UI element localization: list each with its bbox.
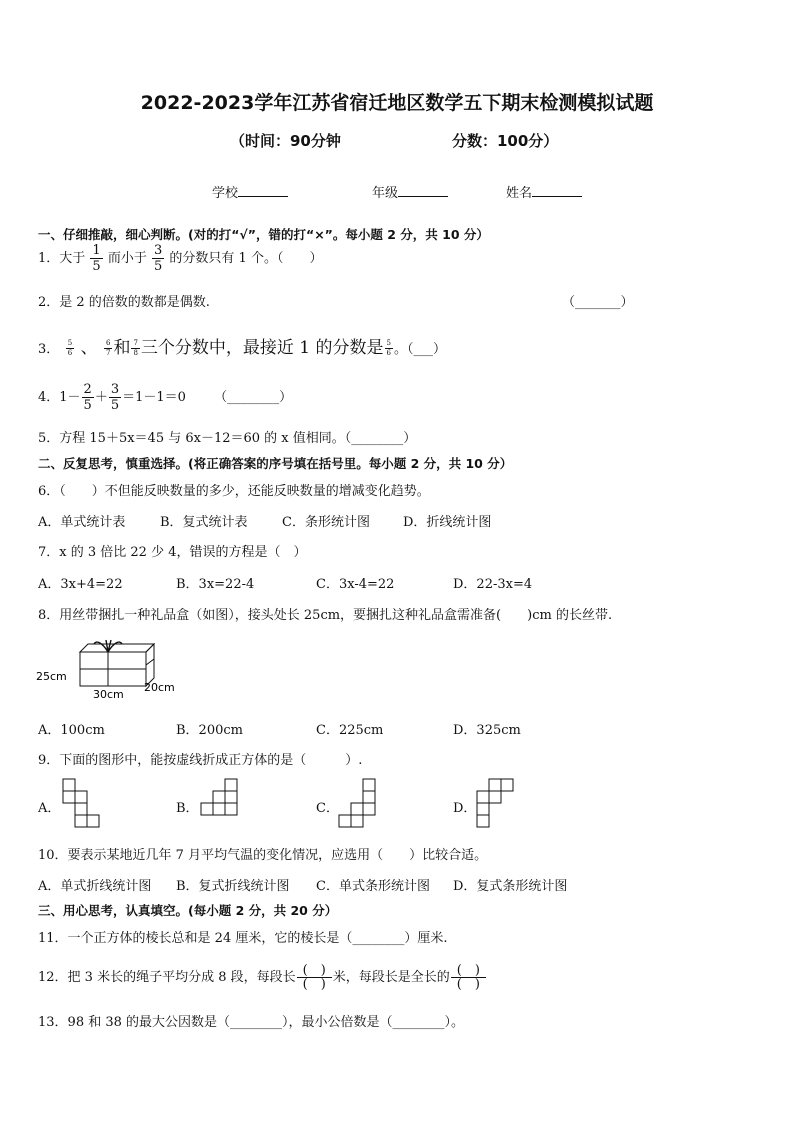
option-a[interactable]: A．100cm <box>38 723 105 738</box>
option-d[interactable]: D．325cm <box>453 723 521 738</box>
name-field: 姓名 <box>506 182 582 201</box>
option-a[interactable]: A．3x+4=22 <box>38 577 123 592</box>
question-3: 3． $\frac{5}{6}$ 、 $\frac{6}{7}$ 和 $\frac{7}{8}$ 三个分数中，最接近 1 的分数是 $\frac{5}{6}$ 。（___） <box>38 338 447 358</box>
option-a[interactable]: A．单式折线统计图 <box>38 879 152 894</box>
label-height: 25cm <box>36 670 67 683</box>
question-5: 5．方程 15＋5x＝45 与 6x－12＝60 的 x 值相同。（________） <box>38 431 417 446</box>
label-length: 30cm <box>93 688 124 701</box>
question-4: 4．1－ $\frac{2}{5}$ ＋ $\frac{3}{5}$ ＝1－1＝0 （________） <box>38 382 293 413</box>
answer-blank[interactable]: （________） <box>214 390 293 405</box>
fraction: $\frac{3}{5}$ <box>154 243 163 274</box>
question-13: 13．98 和 38 的最大公因数是（________），最小公倍数是（________）。 <box>38 1015 465 1030</box>
option-b[interactable]: B．复式统计表 <box>160 515 248 530</box>
option-a[interactable]: A．单式统计表 <box>38 515 126 530</box>
option-a[interactable]: A． <box>38 801 61 816</box>
fraction: $\frac{1}{5}$ <box>92 243 101 274</box>
option-c[interactable]: C．单式条形统计图 <box>316 879 430 894</box>
option-b[interactable]: B．3x=22-4 <box>176 577 255 592</box>
question-2: 2．是 2 的倍数的数都是偶数. <box>38 295 210 310</box>
question-6: 6．（ ）不但能反映数量的多少，还能反映数量的增减变化趋势。 <box>38 484 430 499</box>
question-8: 8．用丝带捆扎一种礼品盒（如图），接头处长 25cm，要捆扎这种礼品盒需准备( )cm 的长丝带. <box>38 608 613 623</box>
option-c[interactable]: C．3x-4=22 <box>316 577 395 592</box>
question-12: 12．把 3 米长的绳子平均分成 8 段，每段长 $\frac{( )}{( )}$ 米，每段长是全长的 $\frac{( )}{( )}$ <box>38 964 487 991</box>
label-width: 20cm <box>144 681 175 694</box>
section-2-title: 二、反复思考，慎重选择。(将正确答案的序号填在括号里。每小题 2 分，共 10 分） <box>38 456 513 471</box>
section-1-title: 一、仔细推敲，细心判断。(对的打“√”，错的打“×”。每小题 2 分，共 10 分） <box>38 227 489 242</box>
school-field: 学校 <box>212 182 288 201</box>
option-b[interactable]: B． <box>176 801 199 816</box>
option-c[interactable]: C．条形统计图 <box>282 515 370 530</box>
question-10: 10．要表示某地近几年 7 月平均气温的变化情况，应选用（ ）比较合适。 <box>38 848 488 863</box>
option-d[interactable]: D．复式条形统计图 <box>453 879 568 894</box>
page-title: 2022-2023学年江苏省宿迁地区数学五下期末检测模拟试题 <box>140 92 654 114</box>
option-b[interactable]: B．复式折线统计图 <box>176 879 290 894</box>
cube-net-b <box>200 778 240 830</box>
question-9: 9．下面的图形中，能按虚线折成正方体的是（ ）. <box>38 753 363 768</box>
question-11: 11．一个正方体的棱长总和是 24 厘米，它的棱长是（________）厘米. <box>38 931 448 946</box>
option-d[interactable]: D．折线统计图 <box>403 515 492 530</box>
exam-score: 分数：100分） <box>452 132 559 150</box>
cube-net-c <box>338 778 388 830</box>
option-b[interactable]: B．200cm <box>176 723 243 738</box>
option-d[interactable]: D．22-3x=4 <box>453 577 533 592</box>
cube-net-d <box>476 778 516 830</box>
section-3-title: 三、用心思考，认真填空。(每小题 2 分，共 20 分） <box>38 903 338 918</box>
option-c[interactable]: C． <box>316 801 339 816</box>
question-1: 1．大于 $\frac{1}{5}$ 而小于 $\frac{3}{5}$ 的分数只有 1 个。（ ） <box>38 243 323 274</box>
option-d[interactable]: D． <box>453 801 477 816</box>
gift-box-figure <box>36 636 196 704</box>
grade-field: 年级 <box>372 182 448 201</box>
exam-time: （时间：90分钟 <box>230 132 341 150</box>
option-c[interactable]: C．225cm <box>316 723 384 738</box>
cube-net-a <box>62 778 102 830</box>
question-7: 7．x 的 3 倍比 22 少 4，错误的方程是（ ） <box>38 545 307 560</box>
answer-blank[interactable]: （_______） <box>562 295 634 310</box>
